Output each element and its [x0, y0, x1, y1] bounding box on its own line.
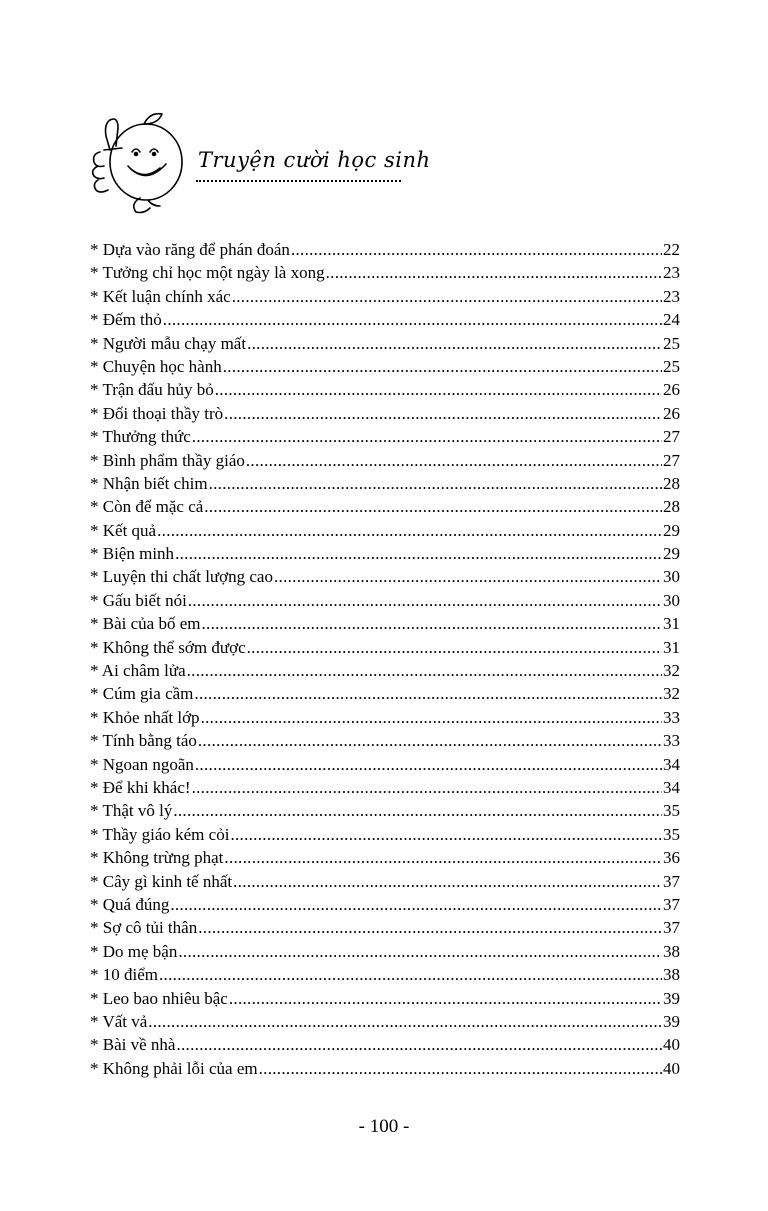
toc-entry	[90, 940, 680, 963]
toc-entry-page: 39	[663, 1011, 680, 1031]
dot-leader	[198, 729, 662, 752]
toc-entry-title: * Leo bao nhiêu bậc	[90, 988, 228, 1008]
toc-entry	[90, 425, 680, 448]
toc-entry-title: * Do mẹ bận	[90, 941, 178, 961]
toc-entry	[90, 753, 680, 776]
toc-entry	[90, 682, 680, 705]
toc-entry	[90, 472, 680, 495]
dot-leader	[224, 846, 662, 869]
dot-leader	[274, 565, 662, 588]
toc-entry	[90, 589, 680, 612]
toc-entry	[90, 261, 680, 284]
toc-entry-title: * Tính bằng táo	[90, 731, 197, 751]
toc-entry	[90, 332, 680, 355]
dot-leader	[194, 682, 662, 705]
dot-leader	[173, 799, 662, 822]
smiley-thumbs-up-icon	[88, 100, 198, 220]
dot-leader	[223, 355, 662, 378]
toc-entry	[90, 776, 680, 799]
dot-leader	[198, 916, 662, 939]
toc-entry-page: 33	[663, 707, 680, 727]
toc-entry-page: 23	[663, 263, 680, 283]
dot-leader	[224, 402, 662, 425]
toc-entry-title: * Dựa vào răng để phán đoán	[90, 240, 290, 259]
toc-entry-title: * Thầy giáo kém cỏi	[90, 824, 230, 844]
toc-entry-title: * Tưởng chỉ học một ngày là xong	[90, 263, 325, 283]
toc-entry-title: * Không thể sớm được	[90, 637, 246, 657]
toc-entry-title: * Chuyện học hành	[90, 356, 222, 376]
toc-entry	[90, 542, 680, 565]
toc-entry-title: * Nhận biết chim	[90, 473, 208, 493]
toc-entry	[90, 378, 680, 401]
table-of-contents	[90, 238, 680, 1080]
header-dotted-rule	[196, 180, 401, 182]
toc-entry-page: 29	[663, 520, 680, 540]
toc-entry-page: 31	[663, 637, 680, 657]
toc-entry-title: * Không phải lỗi của em	[90, 1058, 258, 1078]
toc-entry	[90, 963, 680, 986]
toc-entry-page: 26	[663, 403, 680, 423]
toc-entry-title: * Kết quả	[90, 520, 157, 540]
toc-entry	[90, 870, 680, 893]
toc-entry-title: * Đối thoại thầy trò	[90, 403, 224, 423]
dot-leader	[326, 261, 662, 284]
toc-entry-page: 38	[663, 965, 680, 985]
toc-entry	[90, 355, 680, 378]
toc-entry-page: 30	[663, 567, 680, 587]
toc-entry	[90, 612, 680, 635]
toc-entry	[90, 402, 680, 425]
header-title: Truyện cười học sinh	[198, 148, 431, 172]
dot-leader	[170, 893, 662, 916]
toc-entry-title: * Kết luận chính xác	[90, 286, 231, 306]
toc-entry-title: * Bình phẩm thầy giáo	[90, 450, 245, 470]
toc-entry-title: * Ngoan ngoãn	[90, 754, 194, 774]
dot-leader	[247, 636, 662, 659]
toc-entry	[90, 893, 680, 916]
toc-entry	[90, 659, 680, 682]
toc-entry-page: 25	[663, 333, 680, 353]
toc-entry-page: 29	[663, 544, 680, 564]
toc-entry-page: 35	[663, 801, 680, 821]
toc-entry	[90, 636, 680, 659]
toc-entry	[90, 238, 680, 261]
toc-entry	[90, 823, 680, 846]
toc-entry-page: 30	[663, 590, 680, 610]
toc-entry-title: * Còn để mặc cả	[90, 497, 204, 517]
dot-leader	[178, 940, 662, 963]
toc-entry	[90, 285, 680, 308]
toc-entry-title: * Biện minh	[90, 544, 175, 564]
toc-entry-title: * Để khi khác!	[90, 777, 191, 797]
toc-entry-title: * 10 điểm	[90, 965, 158, 985]
dot-leader	[247, 332, 662, 355]
toc-entry-page: 40	[663, 1058, 680, 1078]
toc-entry	[90, 799, 680, 822]
toc-entry	[90, 916, 680, 939]
toc-entry-title: * Trận đấu hủy bỏ	[90, 380, 214, 400]
toc-entry-title: * Quá đúng	[90, 894, 170, 914]
dot-leader	[187, 659, 662, 682]
toc-entry	[90, 1033, 680, 1056]
toc-entry	[90, 706, 680, 729]
dot-leader	[209, 472, 662, 495]
toc-entry-title: * Người mẫu chạy mất	[90, 333, 247, 353]
toc-entry-page: 28	[663, 497, 680, 517]
toc-entry-page: 34	[663, 754, 680, 774]
dot-leader	[291, 238, 662, 261]
dot-leader	[204, 495, 662, 518]
toc-entry	[90, 308, 680, 331]
toc-entry	[90, 987, 680, 1010]
toc-entry-title: * Thưởng thức	[90, 427, 191, 447]
toc-entry-page: 32	[663, 661, 680, 681]
toc-entry-page: 36	[663, 848, 680, 868]
dot-leader	[230, 823, 662, 846]
dot-leader	[192, 776, 662, 799]
toc-entry-title: * Gấu biết nói	[90, 590, 187, 610]
toc-entry-page: 40	[663, 1035, 680, 1055]
toc-entry-page: 35	[663, 824, 680, 844]
toc-entry-page: 39	[663, 988, 680, 1008]
toc-entry	[90, 519, 680, 542]
dot-leader	[259, 1057, 662, 1080]
toc-entry	[90, 565, 680, 588]
dot-leader	[175, 542, 662, 565]
toc-entry-page: 33	[663, 731, 680, 751]
toc-entry-title: * Khỏe nhất lớp	[90, 707, 200, 727]
dot-leader	[232, 285, 662, 308]
toc-entry-page: 31	[663, 614, 680, 634]
dot-leader	[229, 987, 662, 1010]
toc-entry-page: 34	[663, 777, 680, 797]
dot-leader	[195, 753, 662, 776]
toc-entry-title: * Đếm thỏ	[90, 310, 162, 330]
dot-leader	[159, 963, 662, 986]
dot-leader	[233, 870, 662, 893]
toc-entry	[90, 449, 680, 472]
toc-entry-title: * Cúm gia cầm	[90, 684, 194, 704]
toc-entry-page: 22	[663, 240, 680, 259]
dot-leader	[163, 308, 662, 331]
toc-entry-page: 27	[663, 450, 680, 470]
toc-entry-title: * Luyện thi chất lượng cao	[90, 567, 273, 587]
dot-leader	[215, 378, 662, 401]
page-number: - 100 -	[358, 1116, 410, 1137]
toc-entry-page: 27	[663, 427, 680, 447]
toc-entry-page: 32	[663, 684, 680, 704]
toc-entry-page: 37	[663, 894, 680, 914]
toc-entry-page: 26	[663, 380, 680, 400]
dot-leader	[192, 425, 662, 448]
toc-entry-title: * Thật vô lý	[90, 801, 173, 821]
dot-leader	[157, 519, 662, 542]
dot-leader	[201, 706, 662, 729]
toc-entry-title: * Ai châm lửa	[90, 661, 186, 681]
toc-entry-page: 23	[663, 286, 680, 306]
toc-entry	[90, 495, 680, 518]
toc-entry-page: 38	[663, 941, 680, 961]
toc-entry-page: 24	[663, 310, 680, 330]
toc-entry	[90, 1057, 680, 1080]
dot-leader	[176, 1033, 662, 1056]
dot-leader	[188, 589, 662, 612]
dot-leader	[246, 449, 662, 472]
toc-entry	[90, 729, 680, 752]
toc-entry-page: 37	[663, 871, 680, 891]
toc-entry	[90, 846, 680, 869]
toc-entry-page: 37	[663, 918, 680, 938]
page-header	[88, 100, 431, 220]
toc-entry-page: 25	[663, 356, 680, 376]
dot-leader	[148, 1010, 662, 1033]
toc-entry-title: * Vất vả	[90, 1011, 148, 1031]
toc-entry-title: * Cây gì kinh tế nhất	[90, 871, 233, 891]
toc-entry-title: * Bài về nhà	[90, 1035, 176, 1055]
toc-entry-title: * Bài của bố em	[90, 614, 201, 634]
dot-leader	[201, 612, 662, 635]
toc-entry-title: * Không trừng phạt	[90, 848, 224, 868]
toc-entry-page: 28	[663, 473, 680, 493]
toc-entry	[90, 1010, 680, 1033]
toc-entry-title: * Sợ cô tủi thân	[90, 918, 198, 938]
